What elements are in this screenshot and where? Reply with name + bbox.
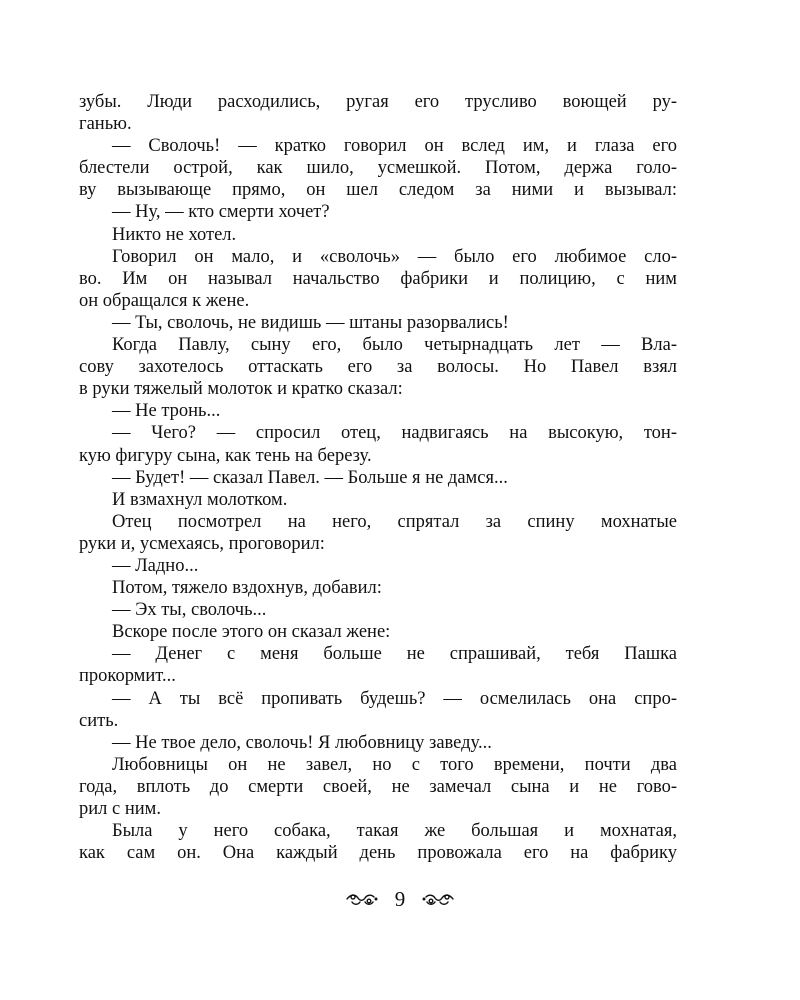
text-line: — Ну, — кто смерти хочет?	[112, 202, 330, 223]
text-line: Была у него собака, такая же большая и мохнатая,	[112, 821, 677, 842]
page-footer	[0, 883, 800, 915]
text-line: блестели острой, как шило, усмешкой. Потом, держа голо-	[79, 158, 677, 179]
text-line: года, вплоть до смерти своей, не замечал сына и не гово-	[79, 776, 677, 797]
text-line: — Не тронь...	[112, 401, 221, 422]
text-line: — Ты, сволочь, не видишь — штаны разорвались!	[112, 312, 509, 333]
text-line: сову захотелось оттаскать его за волосы. Но Павел взял	[79, 357, 677, 378]
text-line: И взмахнул молотком.	[112, 489, 288, 510]
text-line: во. Им он называл начальство фабрики и полицию, с ним	[79, 268, 677, 289]
text-line: ганью.	[79, 114, 132, 135]
text-line: он обращался к жене.	[79, 290, 250, 311]
text-line: Вскоре после этого он сказал жене:	[112, 622, 391, 643]
text-line: ву вызывающе прямо, он шел следом за ними и вызывал:	[79, 180, 677, 201]
text-line: — Не твое дело, сволочь! Я любовницу заведу...	[112, 732, 492, 753]
text-line: кую фигуру сына, как тень на березу.	[79, 445, 372, 466]
text-line: — Ладно...	[112, 555, 199, 576]
text-line: Говорил он мало, и «сволочь» — было его любимое сло-	[112, 246, 677, 267]
text-line: — Чего? — спросил отец, надвигаясь на высокую, тон-	[112, 423, 677, 444]
text-line: Отец посмотрел на него, спрятал за спину мохнатые	[112, 511, 677, 532]
text-line: — Денег с меня больше не спрашивай, тебя Пашка	[112, 644, 677, 665]
text-line: Когда Павлу, сыну его, было четырнадцать лет — Вла-	[112, 335, 677, 356]
text-line: сить.	[79, 710, 119, 731]
text-line: Никто не хотел.	[112, 224, 237, 245]
text-line: — А ты всё пропивать будешь? — осмелилась она спро-	[112, 688, 677, 709]
text-line: Любовницы он не завел, но с того времени, почти два	[112, 754, 677, 775]
text-line: в руки тяжелый молоток и кратко сказал:	[79, 379, 403, 400]
text-line: руки и, усмехаясь, проговорил:	[79, 533, 325, 554]
text-line: — Эх ты, сволочь...	[112, 600, 267, 621]
text-line: прокормит...	[79, 666, 176, 687]
page-number: 9	[394, 887, 406, 911]
text-line: зубы. Люди расходились, ругая его трусливо воющей ру-	[79, 92, 677, 112]
fleuron-ornament-icon	[421, 890, 455, 908]
text-line: — Сволочь! — кратко говорил он вслед им, и глаза его	[112, 136, 677, 157]
text-line: рил с ним.	[79, 799, 161, 819]
text-line: как сам он. Она каждый день провожала его на фабрику	[79, 843, 677, 864]
body-text	[79, 91, 677, 864]
text-line: — Будет! — сказал Павел. — Больше я не дамся...	[112, 467, 508, 488]
text-line: Потом, тяжело вздохнув, добавил:	[112, 578, 382, 599]
fleuron-ornament-icon	[345, 890, 379, 908]
